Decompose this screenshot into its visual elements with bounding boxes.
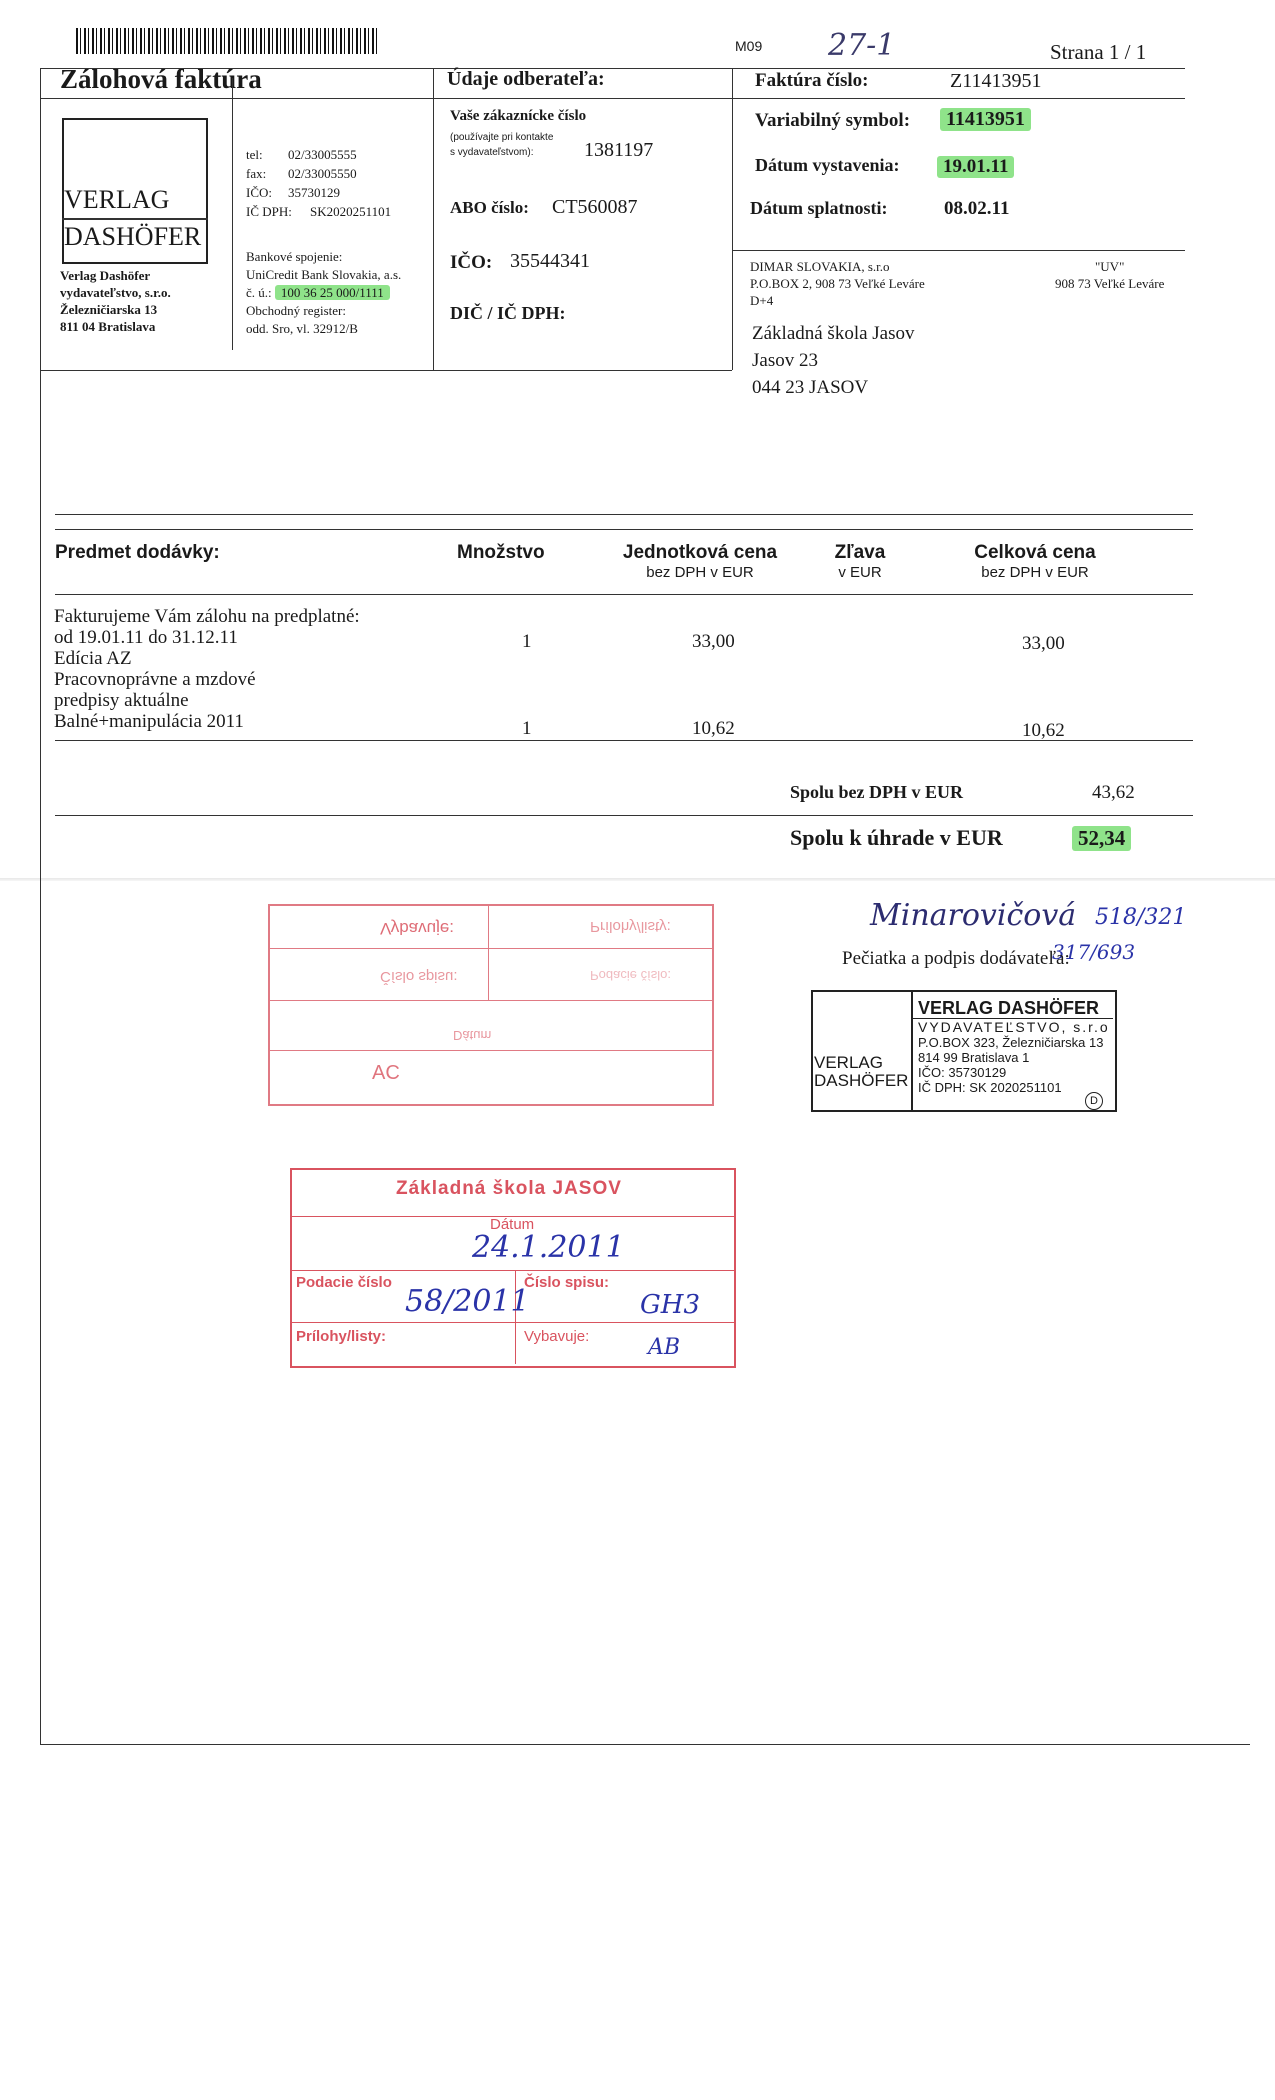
faded-stamp-cell4: Podacie číslo: — [590, 968, 671, 983]
supplier-name: Verlag Dashöfer — [60, 268, 151, 283]
school-stamp-podacie-value: 58/2011 — [405, 1284, 530, 1319]
school-stamp-spis-value: GH3 — [640, 1290, 700, 1320]
item-desc-line: od 19.01.11 do 31.12.11 — [54, 627, 238, 648]
row1-unit-price: 33,00 — [692, 631, 735, 652]
stamp-circle-mark: D — [1085, 1092, 1103, 1110]
register-label: Obchodný register: — [246, 303, 347, 318]
barcode — [76, 28, 378, 54]
item-desc-line: Pracovnoprávne a mzdové — [54, 669, 256, 690]
recipient-city: 044 23 JASOV — [752, 377, 869, 398]
col-discount-subheader: v EUR — [838, 564, 882, 581]
stamp-title: VERLAG DASHÖFER — [918, 998, 1100, 1018]
account-label: č. ú.: — [246, 285, 272, 300]
col-discount-header: Zľava — [834, 542, 886, 563]
due-date-label: Dátum splatnosti: — [750, 198, 888, 218]
row2-qty: 1 — [522, 718, 532, 739]
row1-qty: 1 — [522, 631, 532, 652]
page-fold — [0, 878, 1275, 881]
stamp-logo-line2: DASHÖFER — [814, 1071, 909, 1090]
col-qty-header: Množstvo — [457, 542, 545, 563]
subtotal-value: 43,62 — [1092, 782, 1135, 803]
customer-no-note1: (používajte pri kontakte — [450, 132, 554, 143]
handwritten-mark: 27-1 — [828, 28, 896, 63]
customer-heading: Údaje odberateľa: — [447, 68, 605, 90]
customer-ico-label: IČO: — [450, 252, 493, 273]
faded-stamp-cell2: Číslo spisu: — [380, 968, 458, 985]
supplier-logo-line2: DASHÖFER — [64, 222, 202, 251]
school-stamp-date-value: 24.1.2011 — [472, 1230, 625, 1265]
school-stamp-vybavuje-value: AB — [648, 1335, 681, 1360]
row1-total: 33,00 — [1022, 633, 1065, 654]
abo-label: ABO číslo: — [450, 198, 529, 217]
col-item-header: Predmet dodávky: — [55, 542, 220, 563]
supplier-icdph-value: SK2020251101 — [310, 204, 392, 219]
col-total-subheader: bez DPH v EUR — [981, 564, 1089, 581]
issue-date-label: Dátum vystavenia: — [755, 155, 900, 175]
supplier-city: 811 04 Bratislava — [60, 319, 156, 334]
issue-date: 19.01.11 — [937, 156, 1014, 178]
bank-label: Bankové spojenie: — [246, 249, 343, 264]
vs-label: Variabilný symbol: — [755, 110, 911, 131]
item-desc-line: Edícia AZ — [54, 648, 132, 669]
distribution-right1: "UV" — [1094, 259, 1125, 274]
stamp-logo-line1: VERLAG — [814, 1053, 883, 1072]
faded-stamp-cell6: AC — [372, 1062, 400, 1084]
grand-total-value: 52,34 — [1072, 826, 1131, 851]
fax-value: 02/33005550 — [288, 166, 357, 181]
tel-value: 02/33005555 — [288, 147, 357, 162]
col-unit-header: Jednotková cena — [622, 542, 778, 563]
handwritten-signature: Minarovičová — [870, 898, 1077, 933]
invoice-number: Z11413951 — [950, 70, 1042, 92]
customer-ico-value: 35544341 — [510, 250, 590, 272]
handwritten-note2: 317/693 — [1052, 940, 1136, 964]
supplier-logo-line1: VERLAG — [64, 185, 170, 214]
row2-unit-price: 10,62 — [692, 718, 735, 739]
register-value: odd. Sro, vl. 32912/B — [246, 321, 358, 336]
row2-total: 10,62 — [1022, 720, 1065, 741]
stamp-line1: VYDAVATEĽSTVO, s.r.o — [918, 1019, 1110, 1035]
abo-value: CT560087 — [552, 196, 638, 218]
school-stamp-vybavuje-label: Vybavuje: — [524, 1328, 590, 1345]
distribution-right2: 908 73 Veľké Leváre — [1055, 276, 1165, 291]
supplier-name-2: vydavateľstvo, s.r.o. — [60, 285, 171, 300]
due-date: 08.02.11 — [944, 198, 1010, 219]
item-desc-line: predpisy aktuálne — [54, 690, 189, 711]
distribution-line2: P.O.BOX 2, 908 73 Veľké Leváre — [750, 276, 925, 291]
vs-value: 11413951 — [940, 108, 1031, 131]
faded-stamp-cell5: Dátum — [453, 1028, 492, 1043]
stamp-line4: IČO: 35730129 — [918, 1065, 1007, 1080]
signature-label: Pečiatka a podpis dodávateľa: — [842, 948, 1070, 969]
invoice-number-label: Faktúra číslo: — [755, 70, 869, 91]
faded-stamp-cell1: Vybavuje: — [380, 919, 455, 938]
bank-name: UniCredit Bank Slovakia, a.s. — [246, 267, 402, 282]
supplier-icdph-label: IČ DPH: — [246, 204, 292, 219]
customer-no-value: 1381197 — [584, 139, 654, 161]
subtotal-label: Spolu bez DPH v EUR — [790, 782, 964, 802]
col-unit-subheader: bez DPH v EUR — [646, 564, 754, 581]
item-row2-desc: Balné+manipulácia 2011 — [54, 711, 244, 732]
school-stamp-prilohy-label: Prílohy/listy: — [296, 1328, 387, 1345]
faded-stamp-cell3: Prílohy/listy: — [590, 918, 671, 935]
customer-no-note2: s vydavateľstvom): — [450, 147, 534, 158]
distribution-line3: D+4 — [750, 293, 774, 308]
grand-total-label: Spolu k úhrade v EUR — [790, 825, 1003, 850]
school-stamp-title: Základná škola JASOV — [396, 1178, 622, 1199]
document-title: Zálohová faktúra — [60, 64, 262, 94]
account-number: 100 36 25 000/1111 — [275, 285, 390, 300]
distribution-line1: DIMAR SLOVAKIA, s.r.o — [750, 259, 890, 274]
school-stamp-spis-label: Číslo spisu: — [524, 1274, 610, 1291]
customer-no-label: Vaše zákaznícke číslo — [450, 108, 587, 124]
stamp-line2: P.O.BOX 323, Železničiarska 13 — [918, 1035, 1104, 1050]
school-stamp-podacie-label: Podacie číslo — [296, 1274, 392, 1291]
school-stamp-date-label: Dátum — [490, 1216, 535, 1233]
item-desc-line: Fakturujeme Vám zálohu na predplatné: — [54, 606, 360, 627]
col-total-header: Celková cena — [974, 542, 1096, 563]
stamp-line3: 814 99 Bratislava 1 — [918, 1050, 1030, 1065]
fax-label: fax: — [246, 166, 267, 181]
page-number: Strana 1 / 1 — [1050, 40, 1147, 64]
tel-label: tel: — [246, 147, 263, 162]
recipient-street: Jasov 23 — [752, 350, 818, 371]
supplier-ico-value: 35730129 — [288, 185, 340, 200]
form-code: M09 — [735, 38, 763, 54]
supplier-ico-label: IČO: — [246, 185, 272, 200]
dic-label: DIČ / IČ DPH: — [450, 303, 566, 323]
stamp-line5: IČ DPH: SK 2020251101 — [918, 1080, 1062, 1095]
handwritten-note1: 518/321 — [1095, 905, 1187, 930]
recipient-name: Základná škola Jasov — [752, 323, 915, 344]
supplier-street: Železničiarska 13 — [60, 302, 158, 317]
